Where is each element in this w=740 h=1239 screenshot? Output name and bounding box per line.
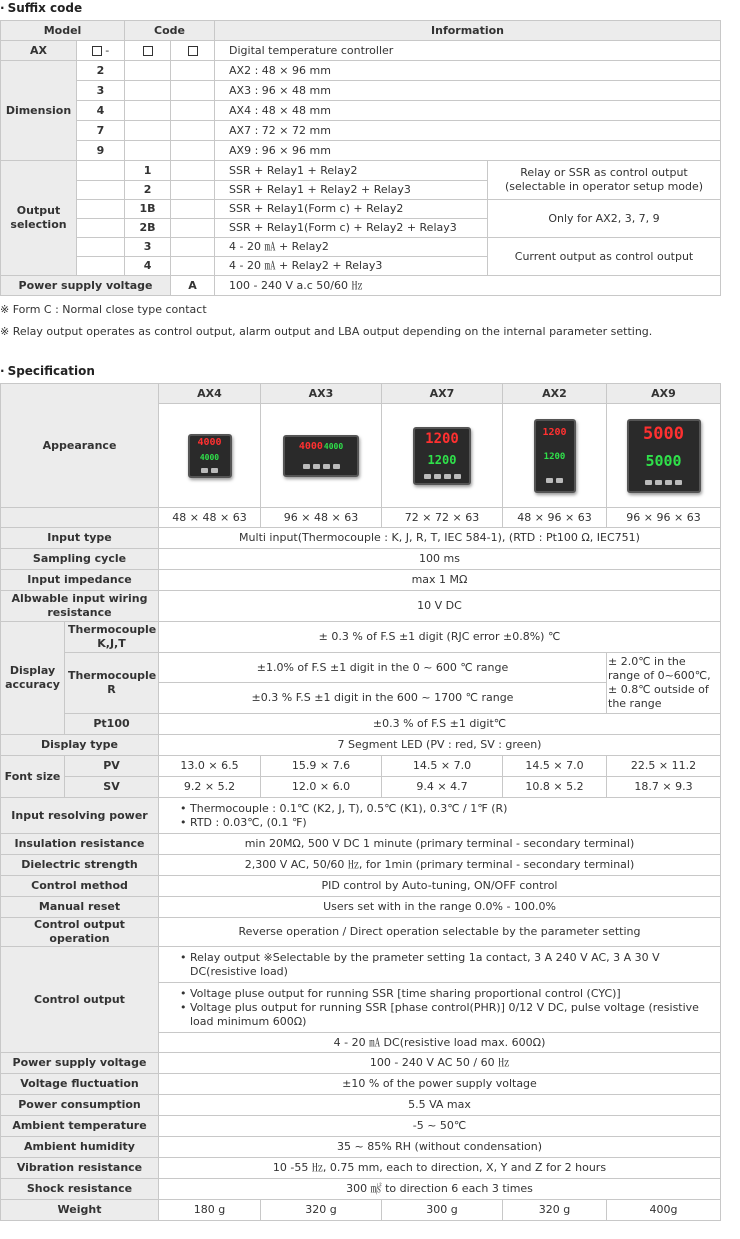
resolving-item: • Thermocouple : 0.1℃ (K2, J, T), 0.5℃ (K1), 0.3℃ / 1℉ (R)	[180, 802, 717, 816]
fluctuation-value: ±10 % of the power supply voltage	[159, 1074, 721, 1095]
dimension-code: 4	[77, 101, 125, 121]
control-output-current: 4 - 20 ㎃ DC(resistive load max. 600Ω)	[159, 1033, 721, 1053]
font-size-sv: 9.4 × 4.7	[382, 777, 503, 798]
size-ax2: 48 × 96 × 63	[503, 508, 607, 528]
dielectric-label: Dielectric strength	[1, 855, 159, 876]
display-type-value: 7 Segment LED (PV : red, SV : green)	[159, 735, 721, 756]
dimension-placeholder: -	[77, 41, 125, 61]
dimension-code: 2	[77, 61, 125, 81]
size-ax4: 48 × 48 × 63	[159, 508, 261, 528]
dimension-code: 9	[77, 141, 125, 161]
dimension-info: AX7 : 72 × 72 mm	[215, 121, 721, 141]
size-ax3: 96 × 48 × 63	[261, 508, 382, 528]
output-placeholder	[125, 41, 171, 61]
font-size-label: Font size	[1, 756, 65, 798]
font-size-sv: 12.0 × 6.0	[261, 777, 382, 798]
impedance-value: max 1 MΩ	[159, 570, 721, 591]
font-size-sv: 18.7 × 9.3	[607, 777, 721, 798]
output-code: 1B	[125, 200, 171, 219]
wiring-value: 10 V DC	[159, 591, 721, 622]
accuracy-pt100-value: ±0.3 % of F.S ±1 digit℃	[159, 714, 721, 735]
product-image-ax4: 4000 4000	[159, 404, 261, 508]
temperature-value: -5 ~ 50℃	[159, 1116, 721, 1137]
control-output-ssr-item: • Voltage plus output for running SSR [phase control(PHR)] 0/12 V DC, pulse voltage (resistive load minimum 600Ω)	[180, 1001, 717, 1029]
model-header: AX9	[607, 384, 721, 404]
product-image-ax9: 5000 5000	[607, 404, 721, 508]
accuracy-kjt-value: ± 0.3 % of F.S ±1 digit (RJC error ±0.8%) ℃	[159, 622, 721, 653]
control-method-value: PID control by Auto-tuning, ON/OFF control	[159, 876, 721, 897]
insulation-value: min 20MΩ, 500 V DC 1 minute (primary terminal - secondary terminal)	[159, 834, 721, 855]
output-code: 3	[125, 238, 171, 257]
specification-table	[0, 383, 721, 1221]
accuracy-kjt-label: Thermocouple K,J,T	[65, 622, 159, 653]
size-ax7: 72 × 72 × 63	[382, 508, 503, 528]
power-placeholder	[171, 41, 215, 61]
model-ax: AX	[1, 41, 77, 61]
power-supply-label: Power supply voltage	[1, 276, 171, 296]
manual-reset-label: Manual reset	[1, 897, 159, 918]
output-info: SSR + Relay1(Form c) + Relay2 + Relay3	[215, 219, 488, 238]
shock-value: 300 ㎨ to direction 6 each 3 times	[159, 1179, 721, 1200]
shock-label: Shock resistance	[1, 1179, 159, 1200]
accuracy-r-value-1: ±1.0% of F.S ±1 digit in the 0 ~ 600 ℃ range	[159, 653, 607, 683]
dimension-code: 7	[77, 121, 125, 141]
output-info: SSR + Relay1 + Relay2	[215, 161, 488, 181]
footnote-form-c: ※ Form C : Normal close type contact	[0, 303, 207, 316]
product-image-ax3: 4000 4000	[261, 404, 382, 508]
power-supply-voltage-value: 100 - 240 V AC 50 / 60 ㎐	[159, 1053, 721, 1074]
output-info: 4 - 20 ㎃ + Relay2	[215, 238, 488, 257]
font-size-sv-label: SV	[65, 777, 159, 798]
resolving-item: • RTD : 0.03℃, (0.1 ℉)	[180, 816, 717, 830]
input-type-label: Input type	[1, 528, 159, 549]
weight-label: Weight	[1, 1200, 159, 1221]
header-information: Information	[215, 21, 721, 41]
weight-value: 320 g	[261, 1200, 382, 1221]
control-output-ssr-item: • Voltage pluse output for running SSR [time sharing proportional control (CYC)]	[180, 987, 717, 1001]
output-code: 4	[125, 257, 171, 276]
output-note: Only for AX2, 3, 7, 9	[488, 200, 721, 238]
vibration-label: Vibration resistance	[1, 1158, 159, 1179]
impedance-label: Input impedance	[1, 570, 159, 591]
temperature-label: Ambient temperature	[1, 1116, 159, 1137]
consumption-value: 5.5 VA max	[159, 1095, 721, 1116]
font-size-pv: 15.9 × 7.6	[261, 756, 382, 777]
accuracy-r-label: Thermocouple R	[65, 653, 159, 714]
fluctuation-label: Voltage fluctuation	[1, 1074, 159, 1095]
appearance-label: Appearance	[1, 384, 159, 508]
control-operation-label: Control output operation	[1, 918, 159, 947]
dimension-code: 3	[77, 81, 125, 101]
output-code: 2B	[125, 219, 171, 238]
accuracy-r-ax9: ± 2.0℃ in the range of 0~600℃, ± 0.8℃ outside of the range	[607, 653, 721, 714]
output-code: 2	[125, 181, 171, 200]
weight-value: 320 g	[503, 1200, 607, 1221]
resolving-label: Input resolving power	[1, 798, 159, 834]
power-code: A	[171, 276, 215, 296]
font-size-pv-label: PV	[65, 756, 159, 777]
manual-reset-value: Users set with in the range 0.0% - 100.0%	[159, 897, 721, 918]
model-header: AX7	[382, 384, 503, 404]
dimension-info: AX2 : 48 × 96 mm	[215, 61, 721, 81]
output-selection-label: Output selection	[1, 161, 77, 276]
footnote-relay-output: ※ Relay output operates as control output, alarm output and LBA output depending on the internal parameter setting.	[0, 325, 653, 338]
power-supply-voltage-label: Power supply voltage	[1, 1053, 159, 1074]
suffix-code-table	[0, 20, 721, 296]
dimension-info: AX9 : 96 × 96 mm	[215, 141, 721, 161]
vibration-value: 10 -55 ㎐, 0.75 mm, each to direction, X, Y and Z for 2 hours	[159, 1158, 721, 1179]
font-size-pv: 13.0 × 6.5	[159, 756, 261, 777]
product-image-ax2: 1200 1200	[503, 404, 607, 508]
output-info: SSR + Relay1(Form c) + Relay2	[215, 200, 488, 219]
control-output-ssr	[159, 983, 721, 1033]
product-image-ax7: 1200 1200	[382, 404, 503, 508]
spec-section-title: · Specification	[0, 364, 95, 378]
accuracy-r-value-2: ±0.3 % F.S ±1 digit in the 600 ~ 1700 ℃ range	[159, 683, 607, 714]
wiring-label: Albwable input wiring resistance	[1, 591, 159, 622]
dimension-label: Dimension	[1, 61, 77, 161]
weight-value: 300 g	[382, 1200, 503, 1221]
font-size-sv: 10.8 × 5.2	[503, 777, 607, 798]
accuracy-label: Display accuracy	[1, 622, 65, 735]
display-type-label: Display type	[1, 735, 159, 756]
ax-info: Digital temperature controller	[215, 41, 721, 61]
input-type-value: Multi input(Thermocouple : K, J, R, T, IEC 584-1), (RTD : Pt100 Ω, IEC751)	[159, 528, 721, 549]
font-size-sv: 9.2 × 5.2	[159, 777, 261, 798]
control-method-label: Control method	[1, 876, 159, 897]
weight-value: 400g	[607, 1200, 721, 1221]
model-header: AX4	[159, 384, 261, 404]
font-size-pv: 14.5 × 7.0	[382, 756, 503, 777]
resolving-value	[159, 798, 721, 834]
accuracy-pt100-label: Pt100	[65, 714, 159, 735]
dimension-info: AX4 : 48 × 48 mm	[215, 101, 721, 121]
sampling-value: 100 ms	[159, 549, 721, 570]
output-info: SSR + Relay1 + Relay2 + Relay3	[215, 181, 488, 200]
model-header: AX3	[261, 384, 382, 404]
size-ax9: 96 × 96 × 63	[607, 508, 721, 528]
font-size-pv: 22.5 × 11.2	[607, 756, 721, 777]
dielectric-value: 2,300 V AC, 50/60 ㎐, for 1min (primary terminal - secondary terminal)	[159, 855, 721, 876]
output-note: Current output as control output	[488, 238, 721, 276]
humidity-label: Ambient humidity	[1, 1137, 159, 1158]
model-header: AX2	[503, 384, 607, 404]
control-output-relay	[159, 947, 721, 983]
suffix-section-title: · Suffix code	[0, 1, 83, 15]
output-code: 1	[125, 161, 171, 181]
header-code: Code	[125, 21, 215, 41]
header-model: Model	[1, 21, 125, 41]
control-output-label: Control output	[1, 947, 159, 1053]
consumption-label: Power consumption	[1, 1095, 159, 1116]
output-note: Relay or SSR as control output (selectable in operator setup mode)	[488, 161, 721, 200]
humidity-value: 35 ~ 85% RH (without condensation)	[159, 1137, 721, 1158]
control-output-relay-text: • Relay output ※Selectable by the prameter setting 1a contact, 3 A 240 V AC, 3 A 30 V DC(resistive load)	[180, 951, 717, 979]
power-info: 100 - 240 V a.c 50/60 ㎐	[215, 276, 721, 296]
dimension-info: AX3 : 96 × 48 mm	[215, 81, 721, 101]
control-operation-value: Reverse operation / Direct operation selectable by the parameter setting	[159, 918, 721, 947]
insulation-label: Insulation resistance	[1, 834, 159, 855]
font-size-pv: 14.5 × 7.0	[503, 756, 607, 777]
output-info: 4 - 20 ㎃ + Relay2 + Relay3	[215, 257, 488, 276]
sampling-label: Sampling cycle	[1, 549, 159, 570]
weight-value: 180 g	[159, 1200, 261, 1221]
